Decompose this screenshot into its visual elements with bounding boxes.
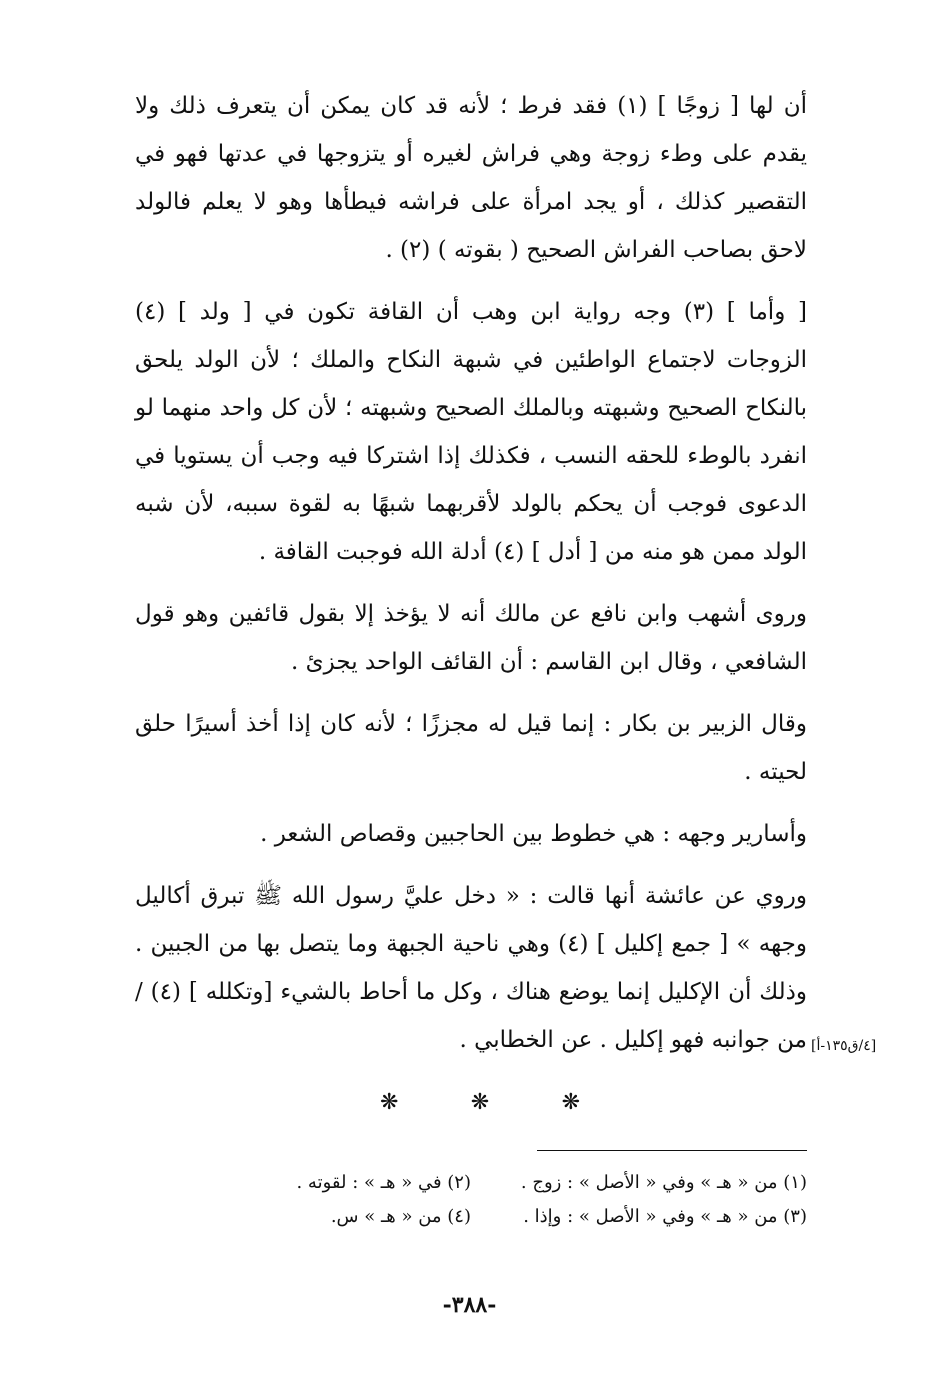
page-number: -٣٨٨- — [442, 1292, 497, 1318]
paragraph-2: [ وأما ] (٣) وجه رواية ابن وهب أن القافة تكون في [ ولد ] (٤) الزوجات لاجتماع الواطئين في شبهة النكاح والملك ؛ لأن الولد يلحق بالنكاح الصحيح وشبهته وبالملك الصحيح وشبهته ؛ لأن كل واحد منهما لو انفرد بالوطء للحقه النسب ، فكذلك إذا اشتركا فيه وجب أن يستويا في الدعوى فوجب أن يحكم بالولد لأقربهما شبهًا به لقوة سببه، لأن شبه الولد ممن هو منه من [ أدل ] (٤) أدلة الله فوجبت القافة . — [135, 299, 807, 565]
paragraph-5: وأسارير وجهه : هي خطوط بين الحاجبين وقصاص الشعر . — [260, 821, 807, 847]
footnote-row — [135, 1200, 807, 1234]
footnote-row — [135, 1166, 807, 1200]
footnotes — [135, 1166, 807, 1234]
section-separator — [380, 1090, 580, 1115]
footnote-4: (٤) من « هـ » س. — [330, 1206, 471, 1227]
footnote-3: (٣) من « هـ » وفي « الأصل » : وإذا . — [523, 1206, 807, 1227]
footnote-divider — [537, 1150, 807, 1151]
margin-manuscript-reference: [٤/ق١٣٥-أ] — [811, 1038, 877, 1054]
paragraph-1: أن لها [ زوجًا ] (١) فقد فرط ؛ لأنه قد كان يمكن أن يتعرف ذلك ولا يقدم على وطء زوجة وهي فراش لغيره أو يتزوجها في عدتها فهو في التقصير كذلك ، أو يجد امرأة على فراشه فيطأها وهو لا يعلم فالولد لاحق بصاحب الفراش الصحيح ( بقوته ) (٢) . — [135, 93, 807, 263]
paragraph-3: وروى أشهب وابن نافع عن مالك أنه لا يؤخذ إلا بقول قائفين وهو قول الشافعي ، وقال ابن القاسم : أن القائف الواحد يجزئ . — [135, 601, 807, 675]
footnote-2: (٢) في « هـ » : لقوته . — [296, 1172, 471, 1193]
asterism-icon: ❋ — [380, 1090, 399, 1115]
asterism-icon: ❋ — [470, 1090, 490, 1115]
footnote-1: (١) من « هـ » وفي « الأصل » : زوج . — [520, 1172, 807, 1193]
asterism-icon: ❋ — [561, 1090, 580, 1115]
main-text — [135, 82, 807, 1064]
paragraph-4: وقال الزبير بن بكار : إنما قيل له مجززًا ؛ لأنه كان إذا أخذ أسيرًا حلق لحيته . — [135, 711, 807, 785]
paragraph-6: وروي عن عائشة أنها قالت : « دخل عليَّ رسول الله ﷺ تبرق أكاليل وجهه » [ جمع إكليل ] (٤) وهي ناحية الجبهة وما يتصل بها من الجبين . وذلك أن الإكليل إنما يوضع هناك ، وكل ما أحاط بالشيء [وتكلله ] (٤) / من جوانبه فهو إكليل . عن الخطابي . — [135, 883, 807, 1053]
